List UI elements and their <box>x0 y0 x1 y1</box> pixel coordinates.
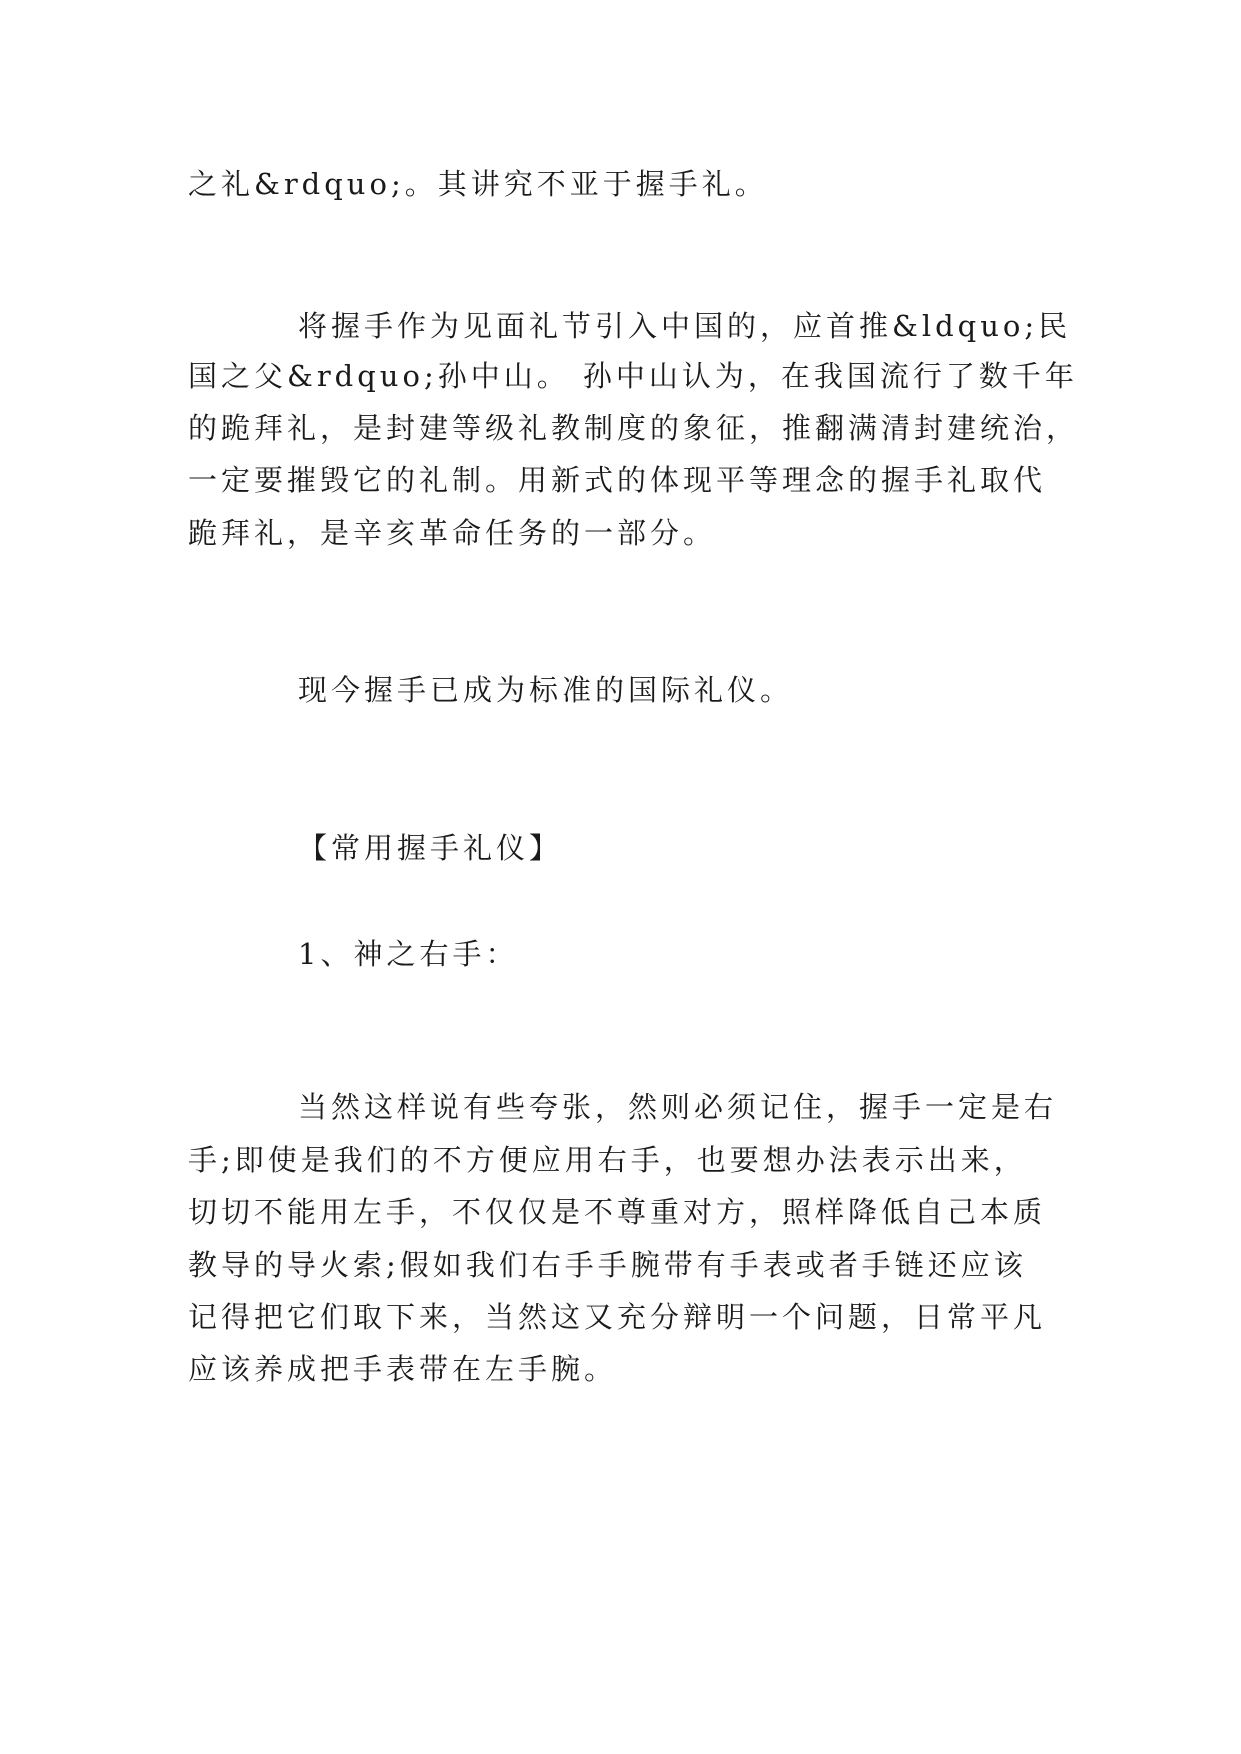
paragraph-2-line-4: 一定要摧毁它的礼制。用新式的体现平等理念的握手礼取代 <box>188 463 1047 497</box>
paragraph-4-line-4: 教导的导火索;假如我们右手手腕带有手表或者手链还应该 <box>188 1248 1027 1282</box>
paragraph-3-line-1: 现今握手已成为标准的国际礼仪。 <box>298 673 794 707</box>
paragraph-2-line-1: 将握手作为见面礼节引入中国的，应首推&ldquo;民 <box>298 309 1072 343</box>
paragraph-4-line-6: 应该养成把手表带在左手腕。 <box>188 1352 618 1386</box>
section-heading: 【常用握手礼仪】 <box>298 831 563 865</box>
item-heading: 1、神之右手： <box>298 937 519 971</box>
paragraph-4-line-1: 当然这样说有些夸张，然则必须记住，握手一定是右 <box>298 1090 1058 1124</box>
paragraph-4-line-2: 手;即使是我们的不方便应用右手，也要想办法表示出来， <box>188 1143 1027 1177</box>
paragraph-2-line-5: 跪拜礼，是辛亥革命任务的一部分。 <box>188 516 717 550</box>
paragraph-2-line-3: 的跪拜礼，是封建等级礼教制度的象征，推翻满清封建统治， <box>188 411 1080 445</box>
paragraph-2-line-2: 国之父&rdquo;孙中山。 孙中山认为，在我国流行了数千年 <box>188 359 1078 393</box>
paragraph-4-line-5: 记得把它们取下来，当然这又充分辩明一个问题，日常平凡 <box>188 1300 1047 1334</box>
paragraph-4-line-3: 切切不能用左手，不仅仅是不尊重对方，照样降低自己本质 <box>188 1195 1047 1229</box>
paragraph-1-line-1: 之礼&rdquo;。其讲究不亚于握手礼。 <box>188 167 768 201</box>
